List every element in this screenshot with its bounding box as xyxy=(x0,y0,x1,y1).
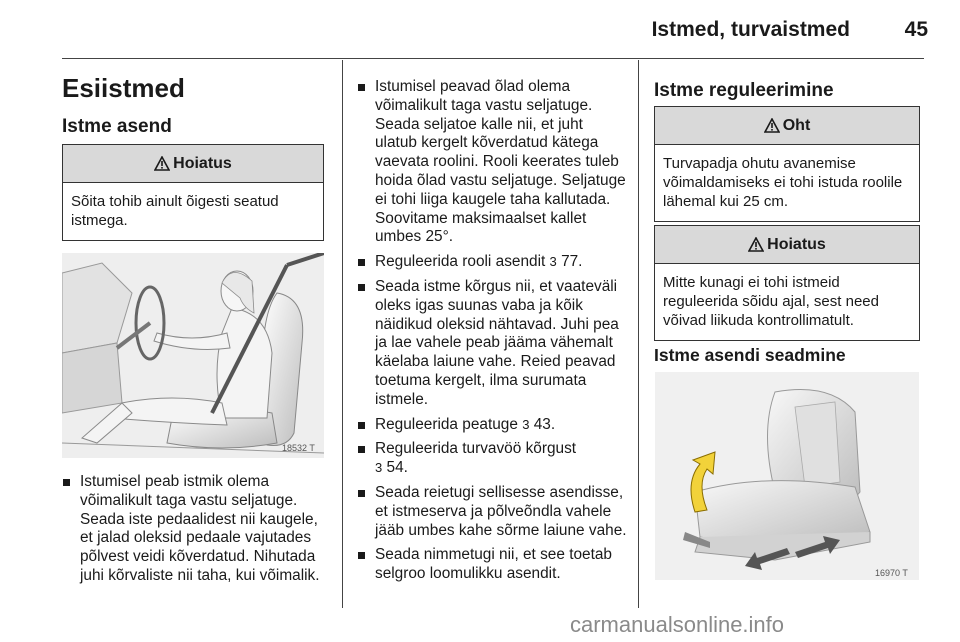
section-title: Esiistmed xyxy=(62,73,185,103)
list-item xyxy=(357,484,627,540)
danger-caption xyxy=(655,107,919,145)
list-item xyxy=(357,416,627,435)
list-item xyxy=(357,253,627,272)
page-reference[interactable]: 43. xyxy=(533,415,556,433)
list-item xyxy=(357,546,627,584)
list-item-text: Seada istme kõrgus nii, et vaateväli oleks igas suunas vaba ja kõik näidikud oleksid nähtavad. Juhi pea ja lae vahele peab jääma vähemalt käelaba laiune vahe. Reied peavad toetuma kergelt, ilma surumata istmele. xyxy=(375,277,619,408)
danger-box xyxy=(654,106,920,222)
warning-caption xyxy=(63,145,323,183)
list-item xyxy=(357,278,627,410)
list-item-text: Reguleerida turvavöö kõrgust xyxy=(375,440,577,458)
warning-triangle-icon xyxy=(748,237,764,252)
driver-seating-figure xyxy=(62,253,324,458)
figure-number: 18532 T xyxy=(282,443,315,453)
warning-box xyxy=(654,225,920,341)
list-item-text: Reguleerida rooli asendit xyxy=(375,253,546,271)
warning-text: Mitte kunagi ei tohi istmeid reguleerida sõidu ajal, sest need võivad liikuda kontrollimatult. xyxy=(663,274,879,329)
seat-adjustment-figure xyxy=(655,372,919,580)
subheading-seat-position: Istme asend xyxy=(62,116,172,137)
danger-caption-text: Oht xyxy=(782,116,811,134)
page-reference-icon: 3 xyxy=(522,416,530,432)
warning-caption-text: Hoiatus xyxy=(767,235,826,253)
list-item-text: Seada nimmetugi nii, et see toetab selgroo loomulikku asendit. xyxy=(375,546,612,583)
list-item: Istumisel peab istmik olema võimalikult taga vastu seljatuge. Seada iste pedaalidest nii kaugele, et jalad oleksid pedaale vajutades põlvest veidi kõverdatud. Nihutada juhi kõrvaliste nii taha, kui võimalik. xyxy=(62,473,332,586)
page-reference-icon: 3 xyxy=(375,460,383,476)
list-item xyxy=(357,78,627,247)
list-item-text: Reguleerida peatuge xyxy=(375,415,518,433)
middle-bullet-list xyxy=(357,78,627,590)
warning-caption xyxy=(655,226,919,264)
page-number: 45 xyxy=(904,18,928,41)
warning-text: Sõita tohib ainult õigesti seatud istmega. xyxy=(71,193,279,229)
subheading-seat-setting: Istme asendi seadmine xyxy=(654,345,846,365)
page-reference[interactable]: 77. xyxy=(561,253,583,271)
warning-box xyxy=(62,144,324,241)
warning-triangle-icon xyxy=(154,156,170,171)
page-reference-icon: 3 xyxy=(549,254,557,270)
section-title-seat-adjustment: Istme reguleerimine xyxy=(654,80,834,101)
figure-number: 16970 T xyxy=(875,568,908,578)
watermark-text: carmanualsonline.info xyxy=(570,612,785,637)
list-item xyxy=(357,440,627,478)
page-reference[interactable]: 54. xyxy=(386,459,408,477)
danger-text: Turvapadja ohutu avanemise võimaldamiseks ei tohi istuda roolile lähemal kui 25 cm. xyxy=(663,155,903,210)
list-item-text: Istumisel peavad õlad olema võimalikult taga vastu seljatuge. Seada seljatoe kalle nii, et juht ulatub kergelt kõverdatud kätega vaevata roolini. Rooli keerates tuleb hoida õlad vastu seljatuge. Seljatuge ei tohi liiga kaugele taha kallutada. Soovitame maksimaalset kallet umbes 25°. xyxy=(375,78,626,246)
header-rule xyxy=(62,58,924,59)
column-divider-1 xyxy=(342,60,343,608)
warning-caption-text: Hoiatus xyxy=(173,154,232,172)
seat-adjustment-illustration xyxy=(655,372,919,580)
left-bullet-list xyxy=(62,473,332,592)
driver-seating-illustration xyxy=(62,253,324,458)
list-item-text: Seada reietugi sellisesse asendisse, et istmeserva ja põlveõndla vahele jääb umbes kahe sõrme laiune vahe. xyxy=(375,483,627,539)
warning-triangle-icon xyxy=(764,118,780,133)
column-divider-2 xyxy=(638,60,639,608)
running-header-title: Istmed, turvaistmed xyxy=(651,18,850,41)
